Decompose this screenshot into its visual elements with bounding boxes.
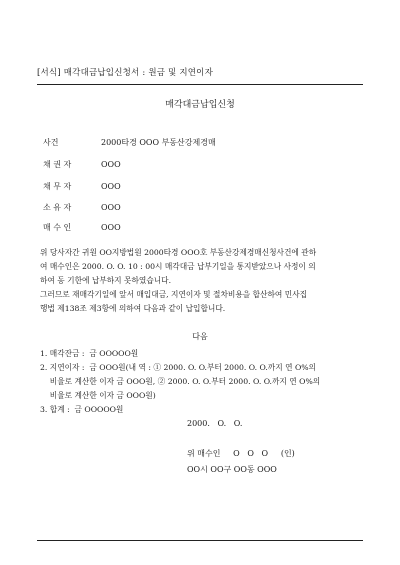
body-line: 하여 동 기한에 납부하지 못하였습니다. — [40, 276, 172, 285]
field-debtor — [43, 181, 121, 192]
form-header: [서식] 매각대금납입신청서 : 원금 및 지연이자 — [37, 68, 214, 78]
body-paragraph — [40, 246, 358, 316]
field-value: OOO — [101, 223, 121, 232]
next-heading: 다음 — [192, 332, 208, 341]
document-title: 매각대금납입신청 — [165, 100, 235, 110]
signature-address: OO시 OO구 OO동 OOO — [187, 465, 277, 474]
field-value: 2000타경 OOO 부동산강제경매 — [101, 138, 216, 147]
field-value: OOO — [101, 160, 121, 169]
list-item: 2. 지연이자 : 금 OOO원(내 역 : ① 2000. O. O.부터 2000. O. O.까지 연 O%의 — [40, 363, 316, 372]
body-line: 위 당사자간 귀원 OO지방법원 2000타경 OOO호 부동산강제경매신청사건에 관하 — [40, 248, 317, 257]
body-line: 그러므로 재매각기일에 앞서 매입대금, 지연이자 및 절차비용을 합산하여 민사집 — [40, 290, 308, 299]
list-item: 비율로 계산한 이자 금 OOO원) — [40, 391, 156, 400]
field-creditor — [43, 159, 121, 170]
document-frame — [37, 84, 363, 541]
field-buyer — [43, 222, 121, 233]
field-value: OOO — [101, 182, 121, 191]
list-item: 3. 합계 : 금 OOOOO원 — [40, 405, 124, 414]
field-label: 사건 — [43, 138, 59, 147]
field-case — [43, 137, 216, 148]
field-label: 매 수 인 — [43, 223, 72, 232]
field-value: OOO — [101, 203, 121, 212]
list-item: 1. 매각잔금 : 금 OOOOO원 — [40, 349, 139, 358]
field-owner — [43, 202, 121, 213]
field-label: 소 유 자 — [43, 203, 72, 212]
body-line: 여 매수인은 2000. O. O. 10 : 00시 매각대금 납부기일을 통지받았으나 사정이 의 — [40, 262, 316, 271]
item-list — [40, 347, 356, 417]
signature-buyer: 위 매수인 O O O (인) — [187, 449, 295, 458]
field-label: 채 무 자 — [43, 182, 72, 191]
field-label: 채 권 자 — [43, 160, 72, 169]
signature-date: 2000. O. O. — [187, 419, 243, 428]
list-item: 비율로 계산한 이자 금 OOO원, ② 2000. O. O.부터 2000. O. O.까지 연 O%의 — [40, 377, 321, 386]
body-line: 행법 제138조 제3항에 의하여 다음과 같이 납입합니다. — [40, 304, 226, 313]
